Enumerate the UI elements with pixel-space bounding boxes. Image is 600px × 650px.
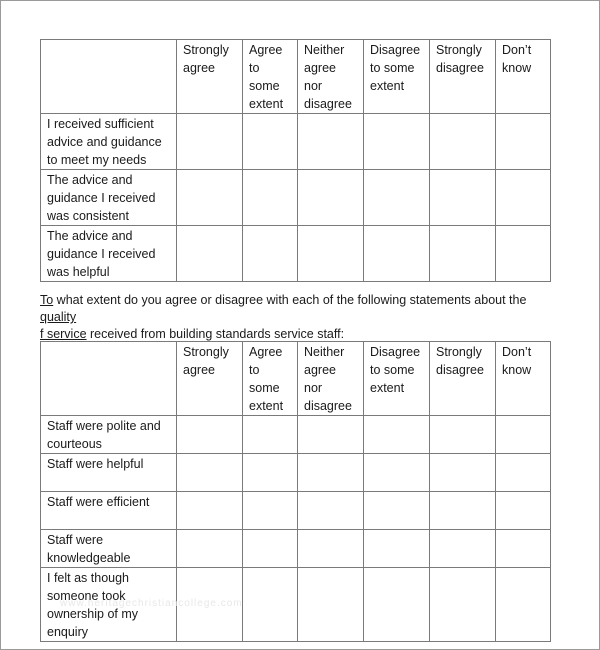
- response-cell[interactable]: [496, 114, 551, 170]
- response-cell[interactable]: [430, 114, 496, 170]
- response-cell[interactable]: [177, 416, 243, 454]
- header-neither: Neither agree nor disagree: [298, 40, 364, 114]
- table-header-row: [41, 40, 551, 114]
- table-header-row: [41, 342, 551, 416]
- response-cell[interactable]: [496, 226, 551, 282]
- question-text-end: received from building standards service staff:: [86, 327, 345, 341]
- response-cell[interactable]: [298, 492, 364, 530]
- response-cell[interactable]: [364, 454, 430, 492]
- table-row: [41, 454, 551, 492]
- response-cell[interactable]: [364, 114, 430, 170]
- statement-cell: The advice and guidance I received was helpful: [41, 226, 177, 282]
- response-cell[interactable]: [430, 492, 496, 530]
- response-cell[interactable]: [177, 492, 243, 530]
- table-row: [41, 530, 551, 568]
- satisfaction-table-advice: [40, 39, 551, 282]
- response-cell[interactable]: [298, 568, 364, 642]
- response-cell[interactable]: [243, 530, 298, 568]
- response-cell[interactable]: [364, 416, 430, 454]
- header-strongly-disagree: Strongly disagree: [430, 40, 496, 114]
- response-cell[interactable]: [496, 530, 551, 568]
- satisfaction-table-staff: [40, 341, 551, 642]
- header-agree-some-extent: Agree to some extent: [243, 342, 298, 416]
- header-strongly-disagree: Strongly disagree: [430, 342, 496, 416]
- question-quality-of-service: quality f service: [40, 310, 87, 341]
- response-cell[interactable]: [430, 568, 496, 642]
- response-cell[interactable]: [177, 530, 243, 568]
- statement-cell: Staff were efficient: [41, 492, 177, 530]
- response-cell[interactable]: [177, 114, 243, 170]
- table-row: [41, 114, 551, 170]
- response-cell[interactable]: [430, 170, 496, 226]
- response-cell[interactable]: [243, 416, 298, 454]
- response-cell[interactable]: [177, 226, 243, 282]
- statement-cell: Staff were helpful: [41, 454, 177, 492]
- statement-cell: I received sufficient advice and guidance to meet my needs: [41, 114, 177, 170]
- header-disagree-some-extent: Disagree to some extent: [364, 342, 430, 416]
- header-strongly-agree: Strongly agree: [177, 342, 243, 416]
- response-cell[interactable]: [243, 170, 298, 226]
- response-cell[interactable]: [430, 226, 496, 282]
- response-cell[interactable]: [298, 530, 364, 568]
- header-strongly-agree: Strongly agree: [177, 40, 243, 114]
- response-cell[interactable]: [298, 416, 364, 454]
- response-cell[interactable]: [496, 568, 551, 642]
- survey-question: [40, 292, 560, 343]
- response-cell[interactable]: [177, 454, 243, 492]
- response-cell[interactable]: [298, 226, 364, 282]
- response-cell[interactable]: [364, 226, 430, 282]
- statement-cell: The advice and guidance I received was consistent: [41, 170, 177, 226]
- response-cell[interactable]: [298, 454, 364, 492]
- response-cell[interactable]: [430, 530, 496, 568]
- header-neither: Neither agree nor disagree: [298, 342, 364, 416]
- table-row: [41, 416, 551, 454]
- question-text: what extent do you agree or disagree with each of the following statements about the: [53, 293, 527, 307]
- statement-cell: I felt as though someone took ownership of my enquiry: [41, 568, 177, 642]
- response-cell[interactable]: [298, 170, 364, 226]
- statement-cell: Staff were knowledgeable: [41, 530, 177, 568]
- watermark: www.heritagechristiancollege.com: [60, 598, 243, 609]
- header-dont-know: Don’t know: [496, 40, 551, 114]
- response-cell[interactable]: [243, 454, 298, 492]
- table-row: [41, 170, 551, 226]
- response-cell[interactable]: [243, 114, 298, 170]
- response-cell[interactable]: [496, 416, 551, 454]
- response-cell[interactable]: [243, 226, 298, 282]
- response-cell[interactable]: [496, 454, 551, 492]
- response-cell[interactable]: [496, 170, 551, 226]
- response-cell[interactable]: [364, 492, 430, 530]
- response-cell[interactable]: [430, 454, 496, 492]
- header-disagree-some-extent: Disagree to some extent: [364, 40, 430, 114]
- response-cell[interactable]: [243, 492, 298, 530]
- response-cell[interactable]: [243, 568, 298, 642]
- response-cell[interactable]: [430, 416, 496, 454]
- response-cell[interactable]: [496, 492, 551, 530]
- table-row: [41, 492, 551, 530]
- response-cell[interactable]: [364, 170, 430, 226]
- header-blank-cell: [41, 40, 177, 114]
- header-dont-know: Don’t know: [496, 342, 551, 416]
- question-to: To: [40, 293, 54, 307]
- response-cell[interactable]: [364, 530, 430, 568]
- table-row: [41, 226, 551, 282]
- response-cell[interactable]: [177, 170, 243, 226]
- response-cell[interactable]: [298, 114, 364, 170]
- statement-cell: Staff were polite and courteous: [41, 416, 177, 454]
- response-cell[interactable]: [364, 568, 430, 642]
- header-agree-some-extent: Agree to some extent: [243, 40, 298, 114]
- header-blank-cell: [41, 342, 177, 416]
